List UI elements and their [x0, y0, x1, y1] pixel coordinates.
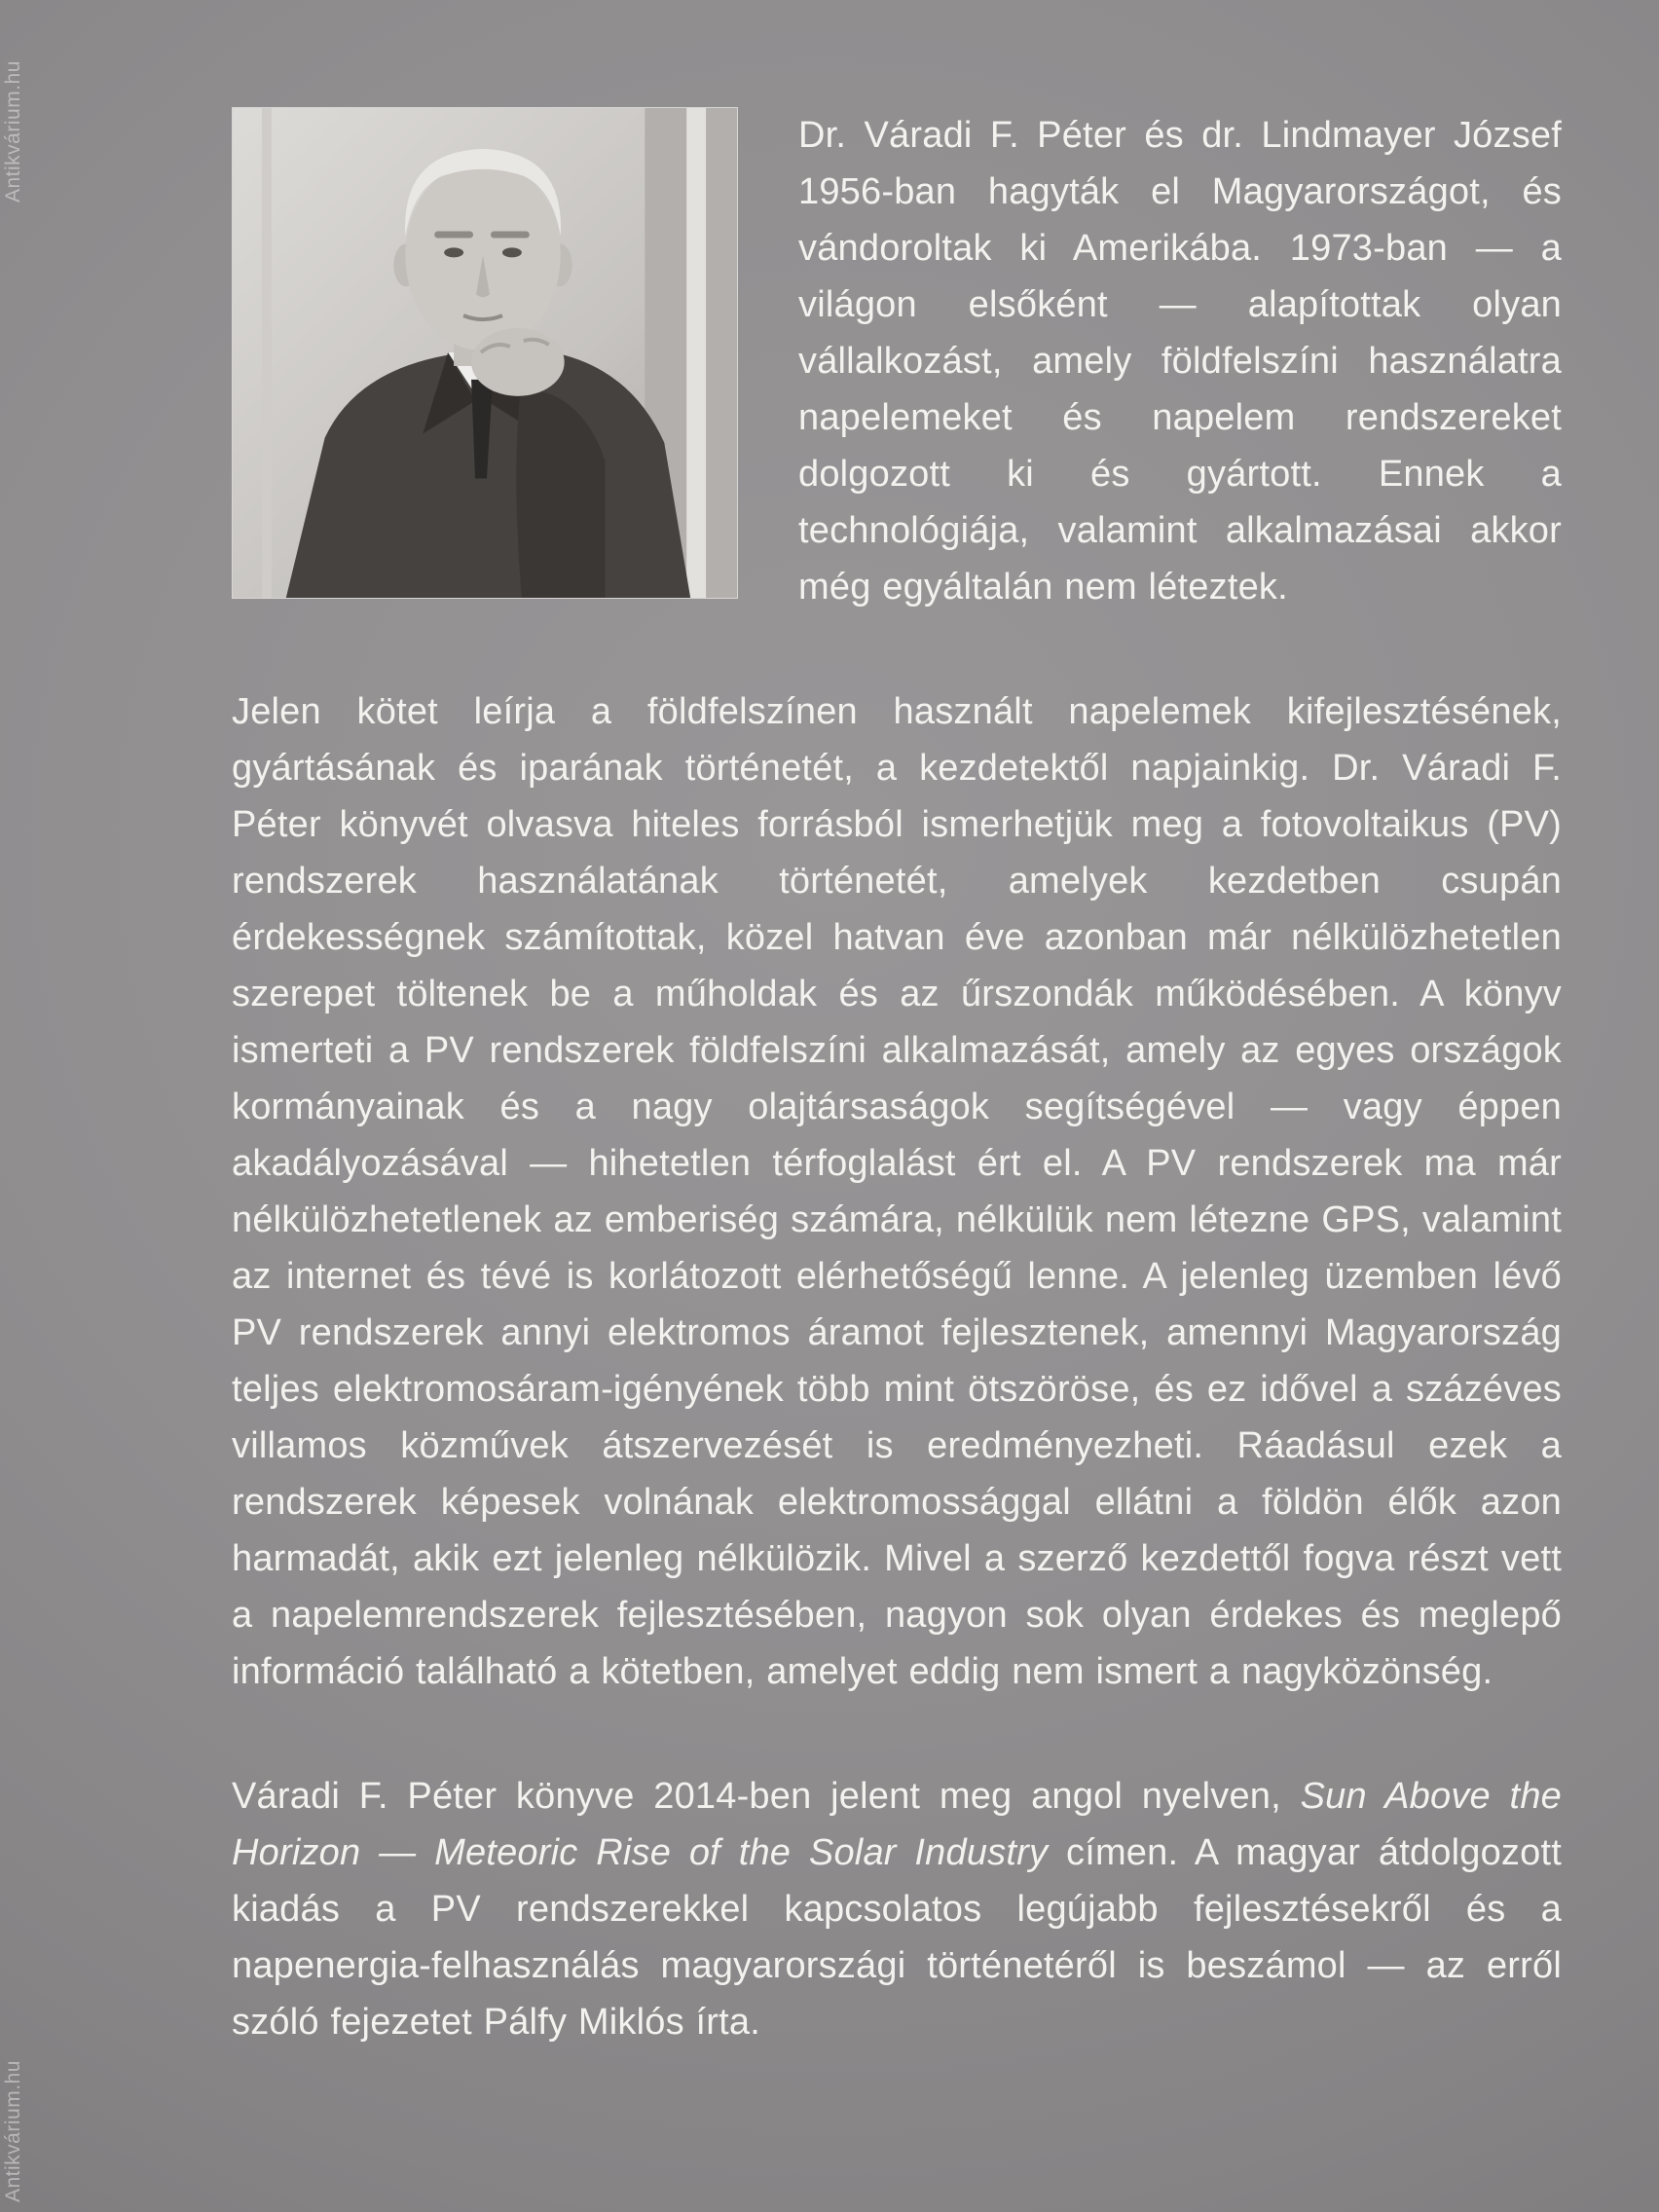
body-paragraph: Jelen kötet leírja a földfelszínen használt napelemek kifejlesztésének, gyártásának és iparának történetét, a kezdetektől napjainkig. Dr. Váradi F. Péter könyvét olvasva hiteles forrásból ismerhetjük meg a fotovoltaikus (PV) rendszerek használatának történetét, amelyek kezdetben csupán érdekességnek számítottak, közel hatvan éve azonban már nélkülözhetetlen szerepet töltenek be a műholdak és az űrszondák működésében. A könyv ismerteti a PV rendszerek földfelszíni alkalmazását, amely az egyes országok kormányainak és a nagy olajtársaságok segítségével — vagy éppen akadályozásával — hihetetlen térfoglalást ért el. A PV rendszerek ma már nélkülözhetetlenek az emberiség számára, nélkülük nem létezne GPS, valamint az internet és tévé is korlátozott elérhetőségű lenne. A jelenleg üzemben lévő PV rendszerek annyi elektromos áramot fejlesztenek, amennyi Magyarország teljes elektromosáram-igényének több mint ötszöröse, és ez idővel a százéves villamos közművek átszervezését is eredményezheti. Ráadásul ezek a rendszerek képesek volnának elektromossággal ellátni a földön élők azon harmadát, akik ezt jelenleg nélkülözik. Mivel a szerző kezdettől fogva részt vett a napelemrendszerek fejlesztésében, nagyon sok olyan érdekes és meglepő információ található a kötetben, amelyet eddig nem ismert a nagyközönség.	[232, 691, 1562, 1692]
watermark-antikvarium-top: Antikvárium.hu	[2, 60, 24, 203]
author-portrait-illustration	[233, 108, 737, 598]
header-section	[232, 0, 1562, 615]
intro-paragraph: Dr. Váradi F. Péter és dr. Lindmayer József 1956-ban hagyták el Magyarországot, és vándoroltak ki Amerikába. 1973-ban — a világon elsőként — alapítottak olyan vállalkozást, amely földfelszíni használatra napelemeket és napelem rendszereket dolgozott ki és gyártott. Ennek a technológiája, valamint alkalmazásai akkor még egyáltalán nem léteztek.	[798, 115, 1562, 608]
closing-paragraph	[232, 1768, 1562, 2050]
author-portrait-photo	[232, 107, 738, 599]
closing-text-after-title: címen. A magyar átdolgozott kiadás a PV rendszerekkel kapcsolatos legújabb fejlesztésekről és a napenergia-felhasználás magyarországi történetéről is beszámol — az erről szóló fejezetet Pálfy Miklós írta.	[232, 1832, 1562, 2043]
book-title-english: Sun Above the Horizon — Meteoric Rise of the Solar Industry	[232, 1776, 1562, 1873]
watermark-antikvarium-bottom: Antikvárium.hu	[2, 2060, 24, 2202]
closing-text-before-title: Váradi F. Péter könyve 2014-ben jelent meg angol nyelven,	[232, 1776, 1301, 1817]
